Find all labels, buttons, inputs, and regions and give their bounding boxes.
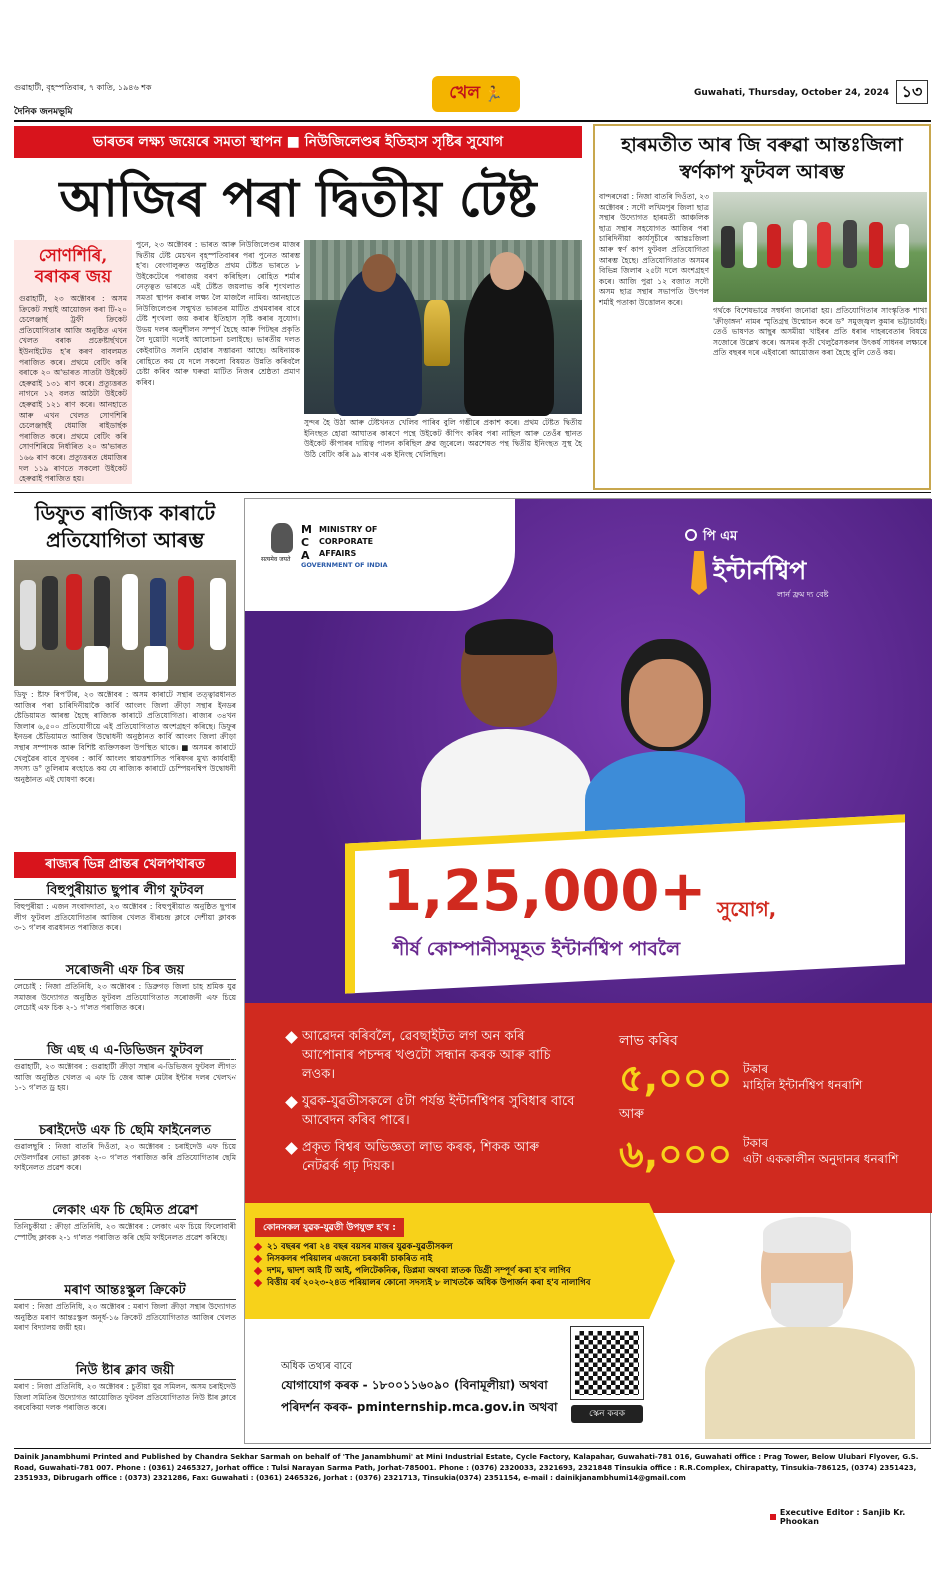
young-woman-photo bbox=[575, 639, 755, 849]
harmoti-body-b: গৰ্থকে বিশেষভাৱে সম্বৰ্ধনা জনোৱা হয়। প্ৰতিযোগিতাৰ সাংস্কৃতিক শাখা 'ক্ৰীড়াঙ্গন' নামৰ স্মৃতিগ্ৰন্থ উন্মোচন কৰে ড° সমুজ্জ্বল কুমাৰ ভট্টাচাৰ্যই। তেওঁ ভাষণত আছুৰ অসমীয়া খাইৰৰ প্ৰতি ধৰাৰ দাহৰবেতাৰ বিষয়ে সজোৰে উল্লেখ কৰে। অসমৰ কৃতী খেলুৱৈসকলৰ উৎকৰ্ষ সাধনৰ লক্ষ্যৰে প্ৰতি বছৰৰ দৰে এইবাৰো আয়োজন কৰা হৈছে বুলি তেওঁ কয়। bbox=[713, 306, 927, 358]
pm-label: পি এম bbox=[703, 529, 738, 544]
satyamev-text: सत्यमेव जयते bbox=[261, 556, 291, 563]
lead-kicker: ভাৰতৰ লক্ষ্য জয়েৰে সমতা স্থাপন ■ নিউজিলেণ্ডৰ ইতিহাস সৃষ্টিৰ সুযোগ bbox=[14, 126, 582, 158]
ad-bullets bbox=[287, 1027, 577, 1184]
lead-body-a: পুনে, ২৩ অক্টোবৰ : ভাৰত আৰু নিউজিলেণ্ডৰ মাজৰ দ্বিতীয় টেষ্ট মেচখন বৃহস্পতিবাৰৰ পৰা পুনেত আৰম্ভ হ'ব। বেংগালুৰুত অনুষ্ঠিত প্ৰথম টেষ্টত ভাৰতে ৮ উইকেটেৰে পৰাজয় বৰণ কৰিছিল। ৰোহিত শৰ্মাৰ নেতৃত্বত ভাৰতে এই টেষ্টত জয়লাভ কৰি শৃংখলাত সমতা স্থাপন কৰাৰ লক্ষ্য লৈ মাজলৈ নামিব। আনহাতে নিউজিলেণ্ডৰ সন্মুখত ভাৰতৰ মাটিত প্ৰথমবাৰৰ বাবে টেষ্ট শৃংখলা জয় কৰাৰ ইতিহাস সৃষ্টি কৰাৰ সুযোগ। উভয় দলৰ অনুশীলন সম্পূৰ্ণ হৈছে আৰু পিটছৰ প্ৰকৃতি লৈ দুয়োটা দলেই আলোচনা চলাইছে। ভাৰতীয় দলত কেইবাটাও সলনি হোৱাৰ সম্ভাৱনা আছে। অধিনায়ক ৰোহিতে কয় যে দলে সকলো বিষয়ত উন্নতি কৰিবলৈ চেষ্টা কৰিব আৰু ঘৰুৱা মাটিত নিজৰ শ্ৰেষ্ঠতা প্ৰমাণ কৰিব। bbox=[136, 240, 300, 387]
side-title: সোণশিৰি, বৰাকৰ জয় bbox=[34, 246, 112, 287]
regional-item-body: মৰাণ : নিজা প্ৰতিনিধি, ২৩ অক্টোবৰ : চুতীয়া যুৱ সমিলন, অসম চৰাইদেউ জিলা সমিতিৰ উদ্যোগত আয়োজিত ফুটবল প্ৰতিযোগিতাত নিউ ষ্টাৰ ক্লাবে বৰবেকিয়া দলক পৰাজিত কৰে। bbox=[14, 1382, 236, 1413]
regional-item bbox=[14, 1042, 236, 1120]
regional-banner: ৰাজ্যৰ ভিন্ন প্ৰান্তৰ খেলপথাৰত bbox=[14, 852, 236, 878]
more-info: অধিক তথ্যৰ বাবে bbox=[281, 1361, 353, 1372]
regional-item-title: মৰাণ আন্তঃস্কুল ক্ৰিকেট bbox=[14, 1282, 236, 1300]
qr-code bbox=[571, 1327, 643, 1399]
harmoti-box bbox=[593, 124, 931, 490]
regional-column bbox=[14, 882, 236, 1442]
scan-button: স্কেন কৰক bbox=[571, 1405, 643, 1423]
eligibility-list bbox=[255, 1241, 659, 1289]
regional-item-title: লেকাং এফ চি ছেমিত প্ৰৱেশ bbox=[14, 1202, 236, 1220]
trophy bbox=[424, 300, 450, 366]
ad-bullet bbox=[287, 1027, 577, 1084]
regional-item-title: বিহুপুৰীয়াত ছুপাৰ লীগ ফুটবল bbox=[14, 882, 236, 900]
mca-logo: MCA bbox=[301, 523, 312, 562]
regional-item-title: নিউ ষ্টাৰ ক্লাব জয়ী bbox=[14, 1362, 236, 1380]
ministry-line-3: AFFAIRS bbox=[319, 549, 357, 558]
tie-icon bbox=[691, 551, 707, 595]
side-story bbox=[14, 240, 132, 484]
date-left: গুৱাহাটী, বৃহস্পতিবাৰ, ৭ কাতি, ১৯৪৬ শক bbox=[14, 83, 152, 92]
karate-photo bbox=[14, 560, 236, 686]
editor-name: Executive Editor : Sanjib Kr. Phookan bbox=[779, 1508, 906, 1526]
pm-dot-icon bbox=[685, 529, 697, 541]
eligibility-item: বিত্তীয় বৰ্ষ ২০২৩-২৪ত পৰিয়ালৰ কোনো সদস্যই ৮ লাখতকৈ অধিক উপাৰ্জন কৰা হ'ব নালাগিব bbox=[255, 1277, 659, 1289]
ad-bullet bbox=[287, 1138, 577, 1176]
ad-bullet bbox=[287, 1092, 577, 1130]
paper-name: দৈনিক জনমভূমি bbox=[14, 107, 73, 117]
eligibility-box bbox=[255, 1215, 659, 1315]
runner-icon: 🏃 bbox=[484, 85, 503, 103]
young-man-photo bbox=[421, 619, 591, 849]
amount-2: ৬,০০০ bbox=[619, 1132, 733, 1176]
ministry-line-1: MINISTRY OF bbox=[319, 525, 378, 534]
regional-item-body: তিনিচুকীয়া : ক্ৰীড়া প্ৰতিনিধি, ২৩ অক্টোবৰ : লেকাং এফ চিয়ে ফিলোবাৰী স্পোৰ্টছ ক্লাবক ২-১ গ'লত পৰাজিত কৰি ছেমি ফাইনেলত প্ৰৱেশ কৰিছে। bbox=[14, 1222, 236, 1242]
page-number: ১৩ bbox=[896, 80, 928, 104]
big-number: 1,25,000+ bbox=[383, 859, 707, 924]
regional-item-body: মৰাণ : নিজা প্ৰতিনিধি, ২৩ অক্টোবৰ : মৰাণ জিলা ক্ৰীড়া সন্থাৰ উদ্যোগত অনুষ্ঠিত মৰাণ আন্তঃস্কুল অনূৰ্ধ-১৬ ক্ৰিকেট প্ৰতিযোগিতাত আজিৰ খেলত মৰাণ বিদ্যালয় জয়ী হয়। bbox=[14, 1302, 236, 1333]
contact-line: যোগাযোগ কৰক - ১৮০০১১৬০৯০ (বিনামূলীয়া) অথবা bbox=[281, 1378, 548, 1392]
regional-item-title: চৰাইদেউ এফ চি ছেমি ফাইনেলত bbox=[14, 1122, 236, 1140]
sub-headline: শীৰ্ষ কোম্পানীসমূহত ইন্টাৰ্নশ্বিপ পাবলৈ bbox=[393, 938, 681, 960]
sujog-text: সুযোগ, bbox=[717, 897, 777, 921]
eligibility-title: কোনসকল যুৱক-যুৱতী উপযুক্ত হ'ব : bbox=[255, 1218, 404, 1237]
lead-headline: আজিৰ পৰা দ্বিতীয় টেষ্ট bbox=[59, 169, 537, 228]
website-line: পৰিদৰ্শন কৰক- pminternship.mca.gov.in অথবা bbox=[281, 1400, 558, 1414]
labh-text: লাভ কৰিব bbox=[619, 1033, 678, 1049]
regional-item-title: জি এছ এ এ-ডিভিজন ফুটবল bbox=[14, 1042, 236, 1060]
gov-india: GOVERNMENT OF INDIA bbox=[301, 561, 388, 569]
emblem-icon bbox=[271, 523, 293, 553]
harmoti-headline: হাৰমতীত আৰ জি বৰুৱা আন্তঃজিলা স্বৰ্ণকাপ ফুটবল আৰম্ভ bbox=[621, 134, 903, 183]
eligibility-item: নিসকলৰ পৰিয়ালৰ এজনো চৰকাৰী চাকৰিত নাই bbox=[255, 1253, 659, 1265]
desc-2: এটা এককালীন অনুদানৰ ধনৰাশি bbox=[743, 1152, 899, 1166]
regional-item-body: বিহুপুৰীয়া : এজন সংবাদদাতা, ২৩ অক্টোবৰ : বিহুপুৰীয়াত অনুষ্ঠিত ছুপাৰ লীগ ফুটবল প্ৰতিযোগিতাৰ আজিৰ খেলত বীৰচন্দ্ৰ ক্লাবে দেশীয়া ক্লাবক ৩-১ গ'লৰ ব্যৱধানত পৰাজিত কৰে। bbox=[14, 902, 236, 933]
executive-editor bbox=[770, 1508, 945, 1526]
modi-photo bbox=[705, 1209, 915, 1439]
regional-item-title: সৰোজনী এফ চিৰ জয় bbox=[14, 962, 236, 980]
regional-item bbox=[14, 1202, 236, 1280]
pm-internship-ad bbox=[229, 498, 931, 1444]
date-right: Guwahati, Thursday, October 24, 2024 bbox=[694, 88, 890, 98]
regional-item bbox=[14, 1282, 236, 1360]
regional-item-body: গুৱালছুৰি : নিজা বাতৰি দিওঁতা, ২৩ অক্টোবৰ : চৰাইদেউ এফ চিয়ে দেউলগাঁৱৰ নোভা ক্লাবক ২-০ গ'লত পৰাজিত কৰি প্ৰতিযোগিতাৰ ছেমি ফাইনেলত প্ৰৱেশ কৰে। bbox=[14, 1142, 236, 1173]
regional-item-body: লেচোই : নিজা প্ৰতিনিধি, ২৩ অক্টোবৰ : ডিব্ৰুগড় জিলা চাহ শ্ৰমিক যুৱ সমাজৰ উদ্যোগত অনুষ্ঠিত ফুটবল প্ৰতিযোগিতাত সৰোজনী এফ চিয়ে লেচোই এফ চিক ২-১ গ'লত পৰাজিত কৰে। bbox=[14, 982, 236, 1013]
regional-item bbox=[14, 882, 236, 960]
side-body: গুৱাহাটী, ২৩ অক্টোবৰ : অসম ক্ৰিকেট সন্থাই আয়োজন কৰা টি-২০ চেলেঞ্জাৰ্ছ ট্ৰফী ক্ৰিকেট প্ৰতিযোগিতাৰ আজি অনুষ্ঠিত এখন খেলত বৰাক প্ৰক্ৰেষ্টাৰ্ছখনে ইউনাইটেড হ'ৰ কৰণ বাবলমত পৰাজিত কৰে। প্ৰথমে বেটিং কৰি বৰাকে ২০ অ'ভাৰত সাতটা উইকেট হেৰুৱাই ১৩১ ৰাণ কৰে। প্ৰত্যুত্তৰত নাগনে ১২ বলত আঠটা উইকেট হেৰুৱাই ১২১ ৰাণ কৰে। আনহাতে আৰু এখন খেলত সোণশিৰি চেলেঞ্জাৰ্ছই ধেমাজি ৰাইডাৰ্ছক পৰাজিত কৰে। প্ৰথমে বেটিং কৰি সোণশিৰিয়ে নিৰ্ধাৰিত ২০ অ'ভাৰত ১৬৬ ৰাণ কৰে। প্ৰত্যুত্তৰত ধেমাজিৰ দল ১১৯ ৰাণতে সকলো উইকেট হেৰুৱাই পৰাজিত হয়। bbox=[19, 294, 127, 484]
ad-bullet-text: যুৱক-যুৱতীসকলে ৫টা পৰ্যন্ত ইন্টাৰ্নশ্বিপৰ সুবিধাৰ বাবে আবেদন কৰিব পাৰে। bbox=[302, 1094, 575, 1128]
eligibility-item: ২১ বছৰৰ পৰা ২৪ বছৰ বয়সৰ মাজৰ যুৱক-যুৱতীসকল bbox=[255, 1241, 659, 1253]
unit-1: টকাৰ bbox=[743, 1062, 769, 1076]
karate-headline: ডিফুত ৰাজ্যিক কাৰাটে প্ৰতিযোগিতা আৰম্ভ bbox=[34, 501, 216, 552]
handshake-photo bbox=[304, 240, 582, 414]
regional-item bbox=[14, 962, 236, 1040]
eligibility-item: দশম, দ্বাদশ আই টি আই, পলিটেকনিক, ডিপ্লমা অথবা স্নাতক ডিগ্ৰী সম্পূৰ্ণ কৰা হ'ব লাগিব bbox=[255, 1265, 659, 1277]
internship-label: ইন্টাৰ্নশ্বিপ bbox=[713, 556, 807, 585]
ad-tagline: লাৰ্ন ফ্ৰম দ্য বেষ্ট bbox=[777, 590, 829, 599]
football-photo bbox=[713, 192, 927, 302]
section-name: খেল bbox=[449, 83, 481, 103]
regional-item bbox=[14, 1122, 236, 1200]
regional-item bbox=[14, 1362, 236, 1440]
harmoti-body-a: বান্দৰদেৱা : নিজা বাতৰি দিওঁতা, ২৩ অক্টোবৰ : সদৌ লখিমপুৰ জিলা ছাত্ৰ সন্থাৰ উদ্যোগত হাৰমতী আঞ্চলিক ছাত্ৰ সন্থাৰ সহযোগত আজিৰ পৰা চাৰিদিনীয়া কাৰ্যসূচীৰে আন্তঃজিলা আৰু স্বৰ্ণ কাপ ফুটবল প্ৰতিযোগিতা আৰম্ভ হৈছে। প্ৰতিযোগিতাত অসমৰ বিভিন্ন জিলাৰ ২৫টা দলে অংশগ্ৰহণ কৰে। আজি পুৱা ১২ বজাত সদৌ অসম ছাত্ৰ সন্থাৰ সভাপতি উৎপল শৰ্মাই পতাকা উত্তোলন কৰে। bbox=[599, 192, 709, 307]
unit-2: টকাৰ bbox=[743, 1136, 769, 1150]
desc-1: মাহিলি ইন্টাৰ্নশ্বিপ ধনৰাশি bbox=[743, 1078, 863, 1092]
lead-body-b: সুন্দৰ হৈ উঠা আৰু টেষ্টখনত খেলিব পাৰিব বুলি গম্ভীৰে প্ৰকাশ কৰে। প্ৰথম টেষ্টত দ্বিতীয় ইনিংছত হোৱা আঘাতৰ কাৰণে পন্থে উইকেট কীপিং কৰিব পৰা নাছিল আৰু তেওঁৰ স্থানত উইকেট কীপাৰৰ দায়িত্ব পালন কৰিছিল ধ্ৰুৱ জুৰেলে। অৱশেষত পন্থ দ্বিতীয় ইনিংছত সুস্থ হৈ উঠি বেটিং কৰি ৯৯ ৰাণৰ এক ইনিংছ খেলিছিল। bbox=[304, 418, 582, 459]
amount-1: ৫,০০০ bbox=[619, 1056, 733, 1100]
masthead bbox=[14, 72, 931, 122]
benefits-block bbox=[619, 1029, 919, 1209]
karate-body: ডিফু : ষ্টাফ ৰিপ'ৰ্টাৰ, ২৩ অক্টোবৰ : অসম কাৰাটে সন্থাৰ তত্ত্বাৱধানত আজিৰ পৰা চাৰিদিনীয়াকৈ কাৰ্বি আংলং জিলা ক্ৰীড়া সন্থাৰ ইনডৰ ষ্টেডিয়ামত আৰম্ভ হৈছে ৰাজ্যিক কাৰাটে প্ৰতিযোগিতা। ৰাজ্যৰ ৩৪খন জিলাৰ ৬,৫০০ প্ৰতিযোগীয়ে এই প্ৰতিযোগিতাত অংশগ্ৰহণ কৰিছে। ডিফুৰ ইনডৰ ষ্টেডিয়ামত আজিৰ উদ্বোধনী অনুষ্ঠানত কাৰ্বি আংলং জিলা ক্ৰীড়া সন্থাৰ সম্পাদক আৰু বিশিষ্ট ব্যক্তিসকল উপস্থিত থাকে। ■ অসমৰ কাৰাটে খেলুৱৈৰ বাবে সুখবৰ : কাৰ্বি আংলং স্বায়ত্তশাসিত পৰিষদৰ মুখ্য কাৰ্যবাহী সদস্য ড° তুলিৰাম ৰংহাঙে কয় যে ৰাজ্যিক কাৰাটে চেম্পিয়নশ্বিপ উদ্বোধনী অনুষ্ঠানত এই ঘোষণা কৰে। bbox=[14, 690, 236, 784]
red-square-icon bbox=[770, 1514, 776, 1520]
cbc-code: CBC 07101/13/0009/2425 bbox=[229, 1028, 237, 1119]
ministry-line-2: CORPORATE bbox=[319, 537, 374, 546]
pm-internship-logo bbox=[685, 525, 915, 615]
aru-text: আৰু bbox=[619, 1107, 644, 1122]
footer-imprint: Dainik Janambhumi Printed and Published by Chandra Sekhar Sarmah on behalf of 'The Janambhumi' at Mini Industrial Estate, Cycle Factory, Kalapahar, Guwahati-781 016, Guwahati office : Prag Tower, Below Ulubari Flyover, G.S. Road, Guwahati-781 007. Phone : (0361) 2465327, Jorhat office : Tulsi Narayan Sarma Path, Jorhat-785001. Phone : (0376) 2320033, 2321693, 2321848 Tinsukia office : R.R.Complex, Chirapatty, Tinsukia-786125, (0374) 2351423, 2351933, Dibrugarh office : (0373) 2321286, Fax: Guwahati : (0361) 2465326, Jorhat : (0376) 2321713, Tinsukia(0374) 2351154, e-mail : dainikjanambhumi14@gmail.com bbox=[14, 1453, 919, 1482]
regional-item-body: গুৱাহাটী, ২৩ অক্টোবৰ : গুৱাহাটী ক্ৰীড়া সন্থাৰ এ-ডিভিজন ফুটবল লীগত আজি অনুষ্ঠিত খেলত এ এফ চি জেৰ আৰু মেটাৰ ইন্টাৰ দলৰ খেলখন ১-১ গ'লত ড্ৰ হয়। bbox=[14, 1062, 236, 1093]
ad-bullet-text: প্ৰকৃত বিশ্বৰ অভিজ্ঞতা লাভ কৰক, শিকক আৰু নেটৱৰ্ক গঢ় দিয়ক। bbox=[302, 1140, 540, 1174]
section-logo bbox=[432, 76, 520, 112]
ad-bullet-text: আৱেদন কৰিবলৈ, ৱেবছাইটত লগ অন কৰি আপোনাৰ পচন্দৰ খণ্ডটো সন্ধান কৰক আৰু বাচি লওক। bbox=[302, 1029, 551, 1082]
